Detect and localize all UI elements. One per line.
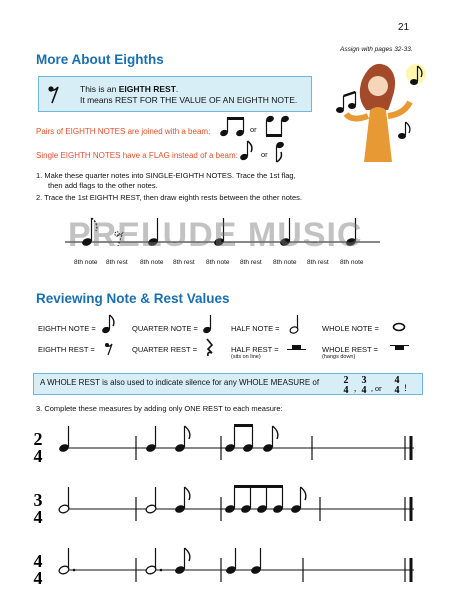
- or-text-2: or: [261, 150, 268, 159]
- half-note: [58, 487, 70, 514]
- label-8th-note: 8th note: [206, 259, 230, 266]
- pairs-text: Pairs of EIGHTH NOTES are joined with a beam:: [36, 127, 211, 136]
- eighth-rest-small-icon: [102, 341, 116, 357]
- whole-rest-note: (hangs down): [322, 354, 356, 360]
- instruction-1a: 1. Make these quarter notes into SINGLE-EIGHTH NOTES. Trace the 1st flag,: [36, 171, 296, 180]
- eighth-rest-icon: [44, 83, 64, 105]
- label-8th-rest: 8th rest: [173, 259, 195, 266]
- beamed-eighth-notes: [224, 485, 284, 514]
- whole-rest-icon: [390, 344, 410, 352]
- quarter-note-icon: [202, 313, 216, 335]
- label-eighth-rest: EIGHTH REST =: [38, 345, 95, 354]
- watermark: PRELUDE MUSIC: [68, 216, 363, 254]
- label-8th-rest: 8th rest: [307, 259, 329, 266]
- half-rest-note: (sits on line): [231, 354, 261, 360]
- label-8th-rest: 8th rest: [106, 259, 128, 266]
- label-whole-note: WHOLE NOTE =: [322, 324, 379, 333]
- ts-option-2-bottom: 4: [343, 385, 349, 394]
- quarter-note: [250, 548, 262, 575]
- single-text: Single EIGHTH NOTES have a FLAG instead of a beam:: [36, 151, 238, 160]
- label-eighth-note: EIGHTH NOTE =: [38, 324, 96, 333]
- quarter-note: [225, 548, 237, 575]
- whole-rest-info: A WHOLE REST is also used to indicate silence for any WHOLE MEASURE of: [40, 378, 320, 387]
- eighth-note: [174, 548, 190, 575]
- half-note-icon: [289, 313, 303, 335]
- ts-denominator: 4: [33, 507, 43, 527]
- ts-sep-1: ,: [354, 383, 357, 393]
- girl-illustration: [332, 52, 432, 167]
- instruction-1b: then add flags to the other notes.: [48, 181, 158, 190]
- label-whole-rest: WHOLE REST =: [322, 345, 378, 354]
- exercise-staff-1: [34, 424, 415, 466]
- label-8th-note: 8th note: [74, 259, 98, 266]
- eighth-rest-box: [38, 76, 312, 112]
- time-signature-options: [340, 374, 420, 394]
- beamed-eighth-notes: [224, 424, 254, 453]
- dotted-half-note: [145, 548, 162, 575]
- eighth-note: [174, 426, 190, 453]
- eighth-note-icon: [101, 313, 119, 335]
- label-8th-note: 8th note: [340, 259, 364, 266]
- assign-note: Assign with pages 32-33.: [340, 46, 413, 53]
- label-8th-note: 8th note: [273, 259, 297, 266]
- whole-note-icon: [392, 322, 406, 332]
- label-half-note: HALF NOTE =: [231, 324, 280, 333]
- half-rest-icon: [287, 344, 307, 352]
- ts-option-3-bottom: 4: [361, 385, 367, 394]
- label-quarter-rest: QUARTER REST =: [132, 345, 197, 354]
- label-8th-rest: 8th rest: [240, 259, 262, 266]
- label-quarter-note: QUARTER NOTE =: [132, 324, 198, 333]
- ts-sep-2: , or: [371, 384, 382, 393]
- eighth-note: [290, 487, 306, 514]
- ts-option-4-top: 4: [394, 375, 400, 386]
- exercise-staff-2: [34, 485, 415, 527]
- half-note: [145, 487, 157, 514]
- rest-exercise-staves: [28, 420, 423, 597]
- ts-numerator: 4: [33, 551, 43, 571]
- instruction-3: 3. Complete these measures by adding only ONE REST to each measure:: [36, 404, 283, 413]
- beamed-notes-icon: [218, 116, 248, 138]
- flagged-note-icon: [238, 138, 258, 162]
- quarter-note: [58, 426, 70, 453]
- eighth-note: [174, 487, 190, 514]
- ts-denominator: 4: [33, 568, 43, 588]
- quarter-note: [145, 426, 157, 453]
- ts-numerator: 3: [33, 490, 43, 510]
- eighth-note: [262, 426, 278, 453]
- ts-denominator: 4: [33, 446, 43, 466]
- ts-option-4-bottom: 4: [394, 385, 400, 394]
- instruction-2: 2. Trace the 1st EIGHTH REST, then draw eighth rests between the other notes.: [36, 193, 302, 202]
- flagged-note-down-icon: [272, 140, 288, 166]
- label-half-rest: HALF REST =: [231, 345, 279, 354]
- dotted-half-note: [58, 548, 75, 575]
- exercise-staff-3: [34, 548, 415, 588]
- label-8th-note: 8th note: [140, 259, 164, 266]
- ts-option-2-top: 2: [343, 375, 349, 386]
- page-number: 21: [398, 22, 410, 33]
- ts-end: !: [404, 383, 407, 393]
- beamed-notes-down-icon: [262, 114, 292, 140]
- section-title-eighths: More About Eighths: [36, 52, 164, 67]
- or-text-1: or: [250, 125, 257, 134]
- ts-numerator: 2: [33, 429, 43, 449]
- section-title-reviewing: Reviewing Note & Rest Values: [36, 291, 230, 306]
- eighth-rest-meaning: It means REST FOR THE VALUE OF AN EIGHTH NOTE.: [80, 95, 298, 105]
- ts-option-3-top: 3: [361, 375, 367, 386]
- quarter-rest-icon: [203, 338, 215, 358]
- eighth-rest-definition: This is an EIGHTH REST.: [80, 84, 179, 94]
